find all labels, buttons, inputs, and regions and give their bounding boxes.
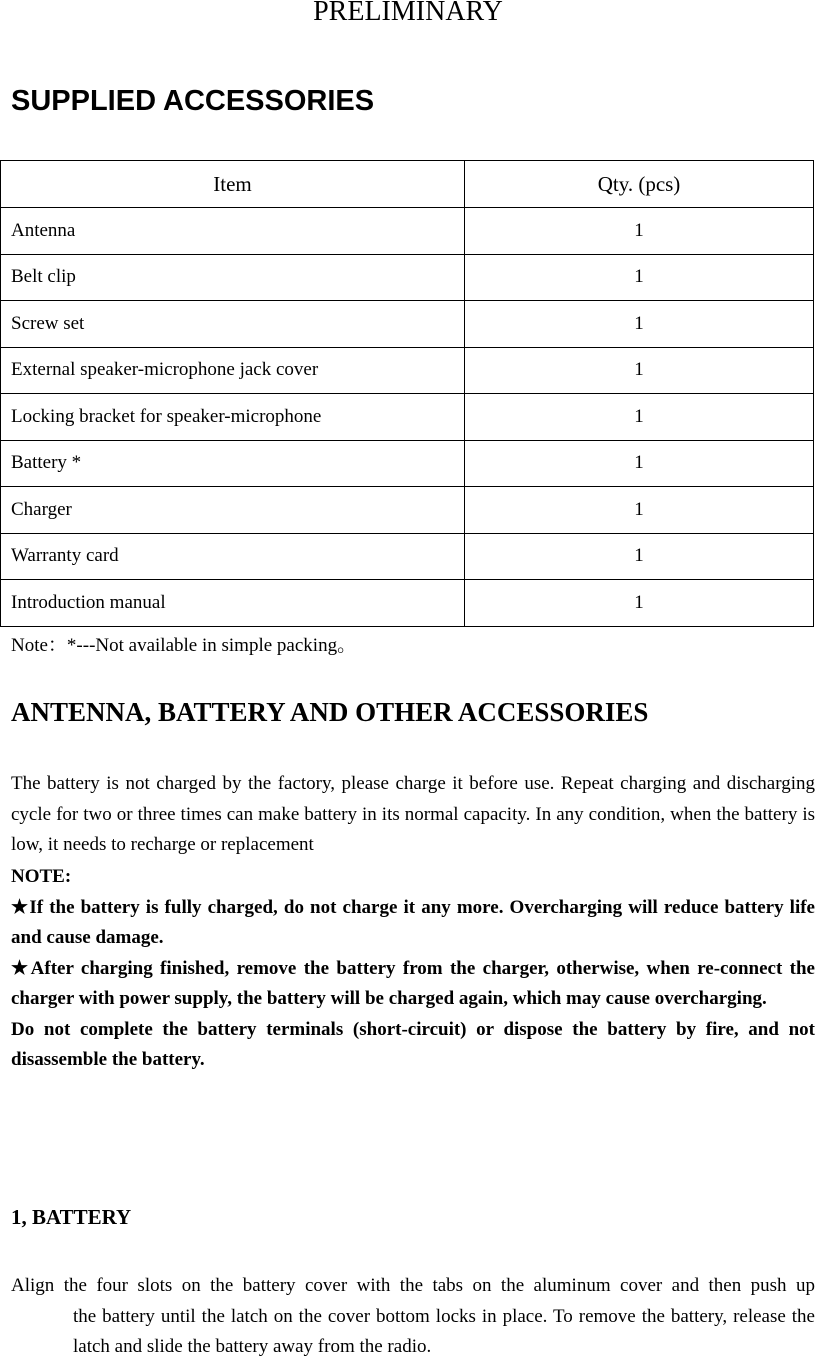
column-header-qty: Qty. (pcs) — [465, 161, 814, 208]
item-cell: Antenna — [1, 208, 465, 255]
warning-overcharge: ★If the battery is fully charged, do not charge it any more. Overcharging will reduce battery life and cause damage. — [11, 896, 815, 948]
section-title-supplied-accessories: SUPPLIED ACCESSORIES — [11, 85, 375, 117]
table-row — [1, 347, 814, 394]
item-cell: Introduction manual — [1, 580, 465, 627]
section-title-battery: 1, BATTERY — [11, 1205, 132, 1229]
page-header: PRELIMINARY — [313, 0, 503, 27]
table-row — [1, 440, 814, 487]
qty-cell: 1 — [465, 208, 814, 255]
qty-cell: 1 — [465, 301, 814, 348]
item-cell: Locking bracket for speaker-microphone — [1, 394, 465, 441]
item-cell: Battery * — [1, 440, 465, 487]
qty-cell: 1 — [465, 394, 814, 441]
battery-intro-paragraph: The battery is not charged by the factory, please charge it before use. Repeat charging and discharging cycle for two or three times can make battery in its normal capacity. In any condition, when the battery is low, it needs to recharge or replacement — [11, 773, 815, 855]
item-cell: Belt clip — [1, 254, 465, 301]
note-label: NOTE: — [11, 866, 72, 887]
table-row — [1, 254, 814, 301]
table-row — [1, 533, 814, 580]
table-header-row — [1, 161, 814, 208]
item-cell: External speaker-microphone jack cover — [1, 347, 465, 394]
table-note: Note：*---Not available in simple packing。 — [11, 635, 357, 656]
table-row — [1, 301, 814, 348]
item-cell: Warranty card — [1, 533, 465, 580]
item-cell: Charger — [1, 487, 465, 534]
table-row — [1, 580, 814, 627]
table-row — [1, 394, 814, 441]
qty-cell: 1 — [465, 254, 814, 301]
warning-short-circuit: Do not complete the battery terminals (short-circuit) or dispose the battery by fire, and not disassemble the battery. — [11, 1018, 815, 1070]
table-row — [1, 208, 814, 255]
warnings-block — [11, 862, 815, 1076]
install-remaining-lines: the battery until the latch on the cover bottom locks in place. To remove the battery, release the latch and slide the battery away from the radio. — [73, 1305, 815, 1357]
battery-install-paragraph — [11, 1271, 815, 1363]
qty-cell: 1 — [465, 533, 814, 580]
qty-cell: 1 — [465, 580, 814, 627]
install-first-line: Align the four slots on the battery cover with the tabs on the aluminum cover and then push up — [11, 1275, 815, 1296]
accessories-table — [0, 160, 814, 627]
column-header-item: Item — [1, 161, 465, 208]
item-cell: Screw set — [1, 301, 465, 348]
table-row — [1, 487, 814, 534]
section-title-antenna-battery: ANTENNA, BATTERY AND OTHER ACCESSORIES — [11, 697, 649, 727]
warning-reconnect: ★After charging finished, remove the battery from the charger, otherwise, when re-connect the charger with power supply, the battery will be charged again, which may cause overcharging. — [11, 957, 815, 1009]
qty-cell: 1 — [465, 487, 814, 534]
qty-cell: 1 — [465, 347, 814, 394]
qty-cell: 1 — [465, 440, 814, 487]
